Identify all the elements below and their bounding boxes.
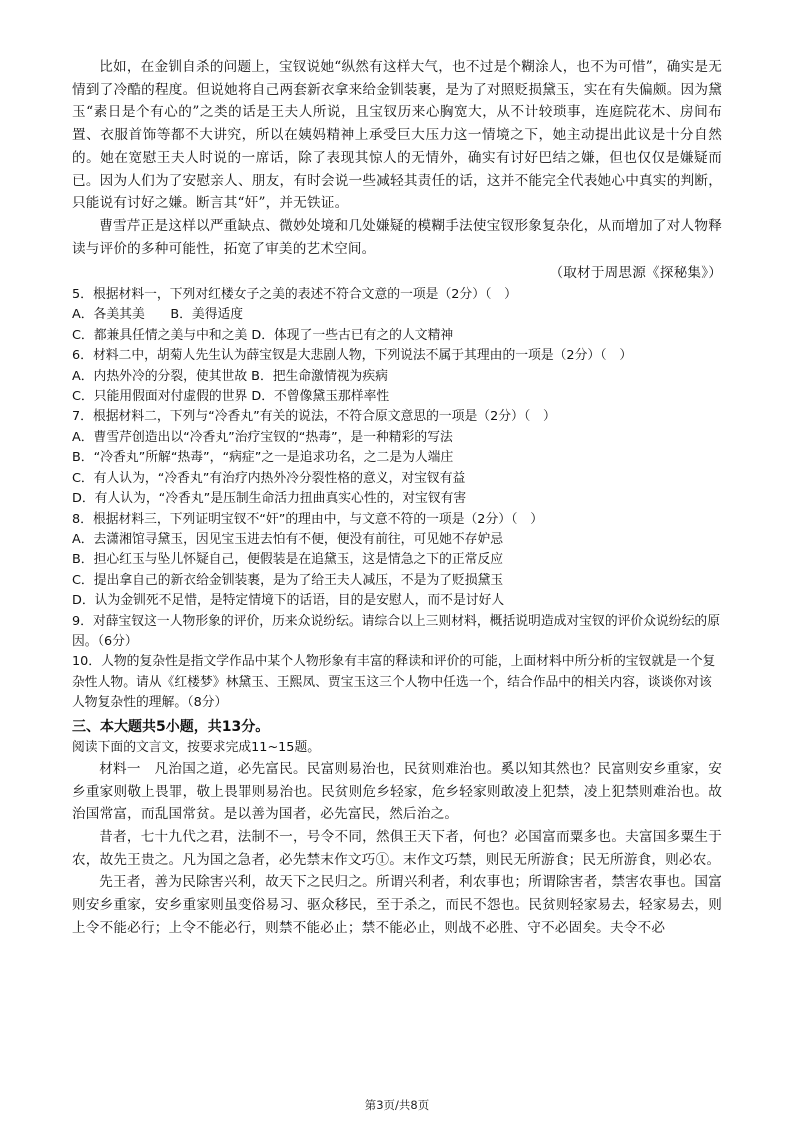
question-option: C．都兼具任情之美与中和之美 D．体现了一些古已有之的人文精神 — [72, 327, 454, 343]
question-option: B．担心红玉与坠儿怀疑自己，便假装是在追黛玉，这是情急之下的正常反应 — [72, 552, 504, 568]
question-stem: 9．对薛宝钗这一人物形象的评价，历来众说纷纭。请综合以上三则材料，概括说明造成对宝钗的评价众说纷纭的原因。（6分） — [72, 613, 720, 649]
question-6 — [72, 346, 722, 407]
question-9 — [72, 612, 722, 653]
question-option: B．“冷香丸”所解“热毒”，“病症”之一是追求功名，之二是为人端庄 — [72, 450, 454, 466]
question-option: A．各美其美 B．美得适度 — [72, 307, 244, 323]
question-5 — [72, 285, 722, 346]
page-content — [72, 56, 722, 940]
question-stem: 5．根据材料一，下列对红楼女子之美的表述不符合文意的一项是（2分）（ ） — [72, 287, 517, 303]
question-option: A．曹雪芹创造出以“冷香丸”治疗宝钗的“热毒”，是一种精彩的写法 — [72, 429, 453, 445]
question-stem: 10．人物的复杂性是指文学作品中某个人物形象有丰富的释读和评价的可能，上面材料中所分析的宝钗就是一个复杂性人物。请从《红楼梦》林黛玉、王熙凤、贾宝玉这三个人物中任选一个，结合作品中的相关内容，谈谈你对该人物复杂性的理解。（8分） — [72, 654, 716, 711]
passage-paragraph-2: 曹雪芹正是这样以严重缺点、微妙处境和几处嫌疑的模糊手法使宝钗形象复杂化，从而增加了对人物释读与评价的多种可能性，拓宽了审美的艺术空间。 — [72, 217, 722, 257]
question-option: D．有人认为，“冷香丸”是压制生命活力扭曲真实心性的，对宝钗有害 — [72, 491, 467, 507]
question-option: C．提出拿自己的新衣给金钏装裹，是为了给王夫人减压，不是为了贬损黛玉 — [72, 572, 504, 588]
source-citation: （取材于周思源《探秘集》） — [549, 265, 722, 282]
classical-paragraph-1: 材料一 凡治国之道，必先富民。民富则易治也，民贫则难治也。奚以知其然也？民富则安乡重家，安乡重家则敬上畏罪，敬上畏罪则易治也。民贫则危乡轻家，危乡轻家则敢凌上犯禁，凌上犯禁则难治也。故治国常富，而乱国常贫。是以善为国者，必先富民，然后治之。 — [72, 760, 722, 823]
classical-paragraph-2: 昔者，七十九代之君，法制不一，号令不同，然俱王天下者，何也？必国富而粟多也。夫富国多粟生于农，故先王贵之。凡为国之急者，必先禁末作文巧①。末作文巧禁，则民无所游食；民无所游食，则必农。 — [72, 829, 722, 868]
classical-paragraph-3: 先王者，善为民除害兴利，故天下之民归之。所谓兴利者，利农事也；所谓除害者，禁害农事也。国富则安乡重家，安乡重家则虽变俗易习、驱众移民，至于杀之，而民不怨也。民贫则轻家易去，轻家易去，则上令不能必行；上令不能必行，则禁不能必止；禁不能必止，则战不必胜、守不必固矣。夫令不必 — [72, 874, 722, 936]
question-stem: 7．根据材料二，下列与“冷香丸”有关的说法，不符合原文意思的一项是（2分）（ ） — [72, 409, 556, 425]
question-option: C．有人认为，“冷香丸”有治疗内热外冷分裂性格的意义，对宝钗有益 — [72, 470, 466, 486]
question-option: A．内热外冷的分裂，使其世故 B．把生命激情视为疾病 — [72, 368, 388, 384]
question-8 — [72, 510, 722, 612]
question-7 — [72, 407, 722, 509]
section-title: 三、本大题共5小题，共13分。 — [72, 718, 270, 735]
question-option: D．认为金钏死不足惜，是特定情境下的话语，目的是安慰人，而不是讨好人 — [72, 593, 505, 609]
question-option: C．只能用假面对付虚假的世界 D．不曾像黛玉那样率性 — [72, 389, 390, 405]
question-stem: 8．根据材料三，下列证明宝钗不“奸”的理由中，与文意不符的一项是（2分）（ ） — [72, 511, 544, 527]
question-option: A．去潇湘馆寻黛玉，因见宝玉进去怕有不便，便没有前往，可见她不存妒忌 — [72, 531, 504, 547]
section-intro: 阅读下面的文言文，按要求完成11~15题。 — [72, 739, 321, 755]
question-10 — [72, 652, 722, 713]
passage-paragraph-1: 比如，在金钏自杀的问题上，宝钗说她“纵然有这样大气，也不过是个糊涂人，也不为可惜”，确实是无情到了冷酷的程度。但说她将自己两套新衣拿来给金钏装裹，是为了对照贬损黛玉，实在有失偏颇。因为黛玉“素日是个有心的”之类的话是王夫人所说，且宝钗历来心胸宽大，从不计较琐事，连庭院花木、房间布置、衣服首饰等都不大讲究，所以在姨妈精神上承受巨大压力这一情境之下，她主动提出此议是十分自然的。她在宽慰王夫人时说的一席话，除了表现其惊人的无情外，确实有讨好巴结之嫌，但也仅仅是嫌疑而已。因为人们为了安慰亲人、朋友，有时会说一些减轻其责任的话，这并不能完全代表她心中真实的判断，只能说有讨好之嫌。断言其“奸”，并无铁证。 — [72, 59, 722, 212]
question-stem: 6．材料二中，胡菊人先生认为薛宝钗是大悲剧人物，下列说法不属于其理由的一项是（2分）（ ） — [72, 348, 633, 364]
page-footer: 第3页/共8页 — [364, 1098, 430, 1112]
